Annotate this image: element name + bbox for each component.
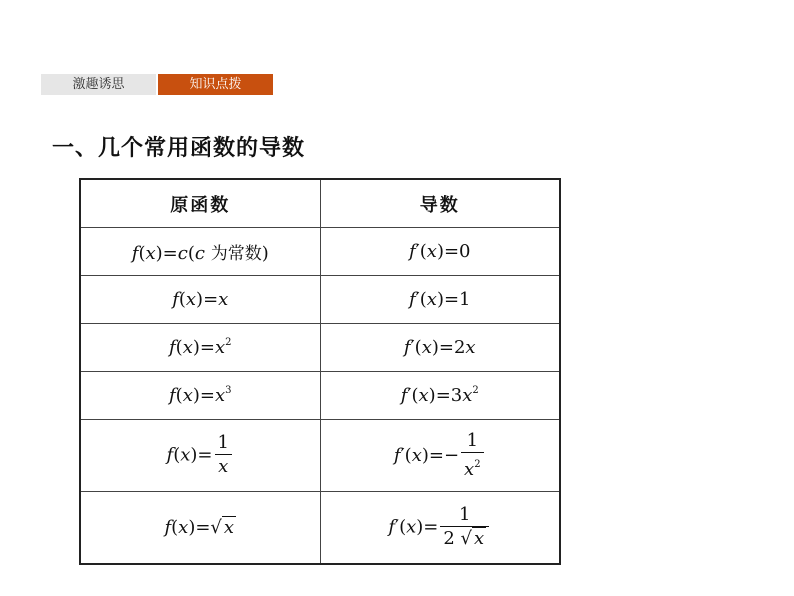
section-heading: 一、几个常用函数的导数 (52, 136, 306, 161)
cell-original: $f(x)=x^2$ (80, 324, 320, 372)
cell-original: f(x)= $\frac{1}{x}$ (80, 420, 320, 492)
cell-derivative: f′(x)=0 (320, 228, 560, 276)
cell-original: f(x)=c(c 为常数) (80, 228, 320, 276)
cell-original: f(x)=√ x (80, 492, 320, 565)
tab-motivation[interactable]: 激趣诱思 (41, 74, 156, 95)
table-row (80, 228, 560, 276)
cell-derivative: $f'(x)=3x^2$ (320, 372, 560, 420)
cell-derivative: f′(x)=− $\frac{1}{x^2}$ (320, 420, 560, 492)
fraction: $\frac{1}{x}$ (215, 432, 232, 479)
table-row (80, 276, 560, 324)
derivative-table (79, 178, 561, 565)
fraction: $\frac{1}{2 √ x}$ (440, 504, 489, 551)
cell-original: f(x)=x (80, 276, 320, 324)
table-header-row (80, 179, 560, 228)
header-original-function: 原函数 (80, 179, 320, 228)
header-derivative: 导数 (320, 179, 560, 228)
table-row (80, 324, 560, 372)
tab-bar (41, 74, 273, 95)
cell-derivative: f′(x)= $\frac{1}{2 √ x}$ (320, 492, 560, 565)
cell-derivative: f′(x)=2x (320, 324, 560, 372)
square-root: √ x (210, 517, 235, 538)
table-row (80, 420, 560, 492)
table-row (80, 492, 560, 565)
tab-knowledge[interactable]: 知识点拨 (158, 74, 273, 95)
cell-derivative: f′(x)=1 (320, 276, 560, 324)
cell-original: $f(x)=x^3$ (80, 372, 320, 420)
table-row (80, 372, 560, 420)
fraction: $\frac{1}{x^2}$ (461, 430, 484, 482)
